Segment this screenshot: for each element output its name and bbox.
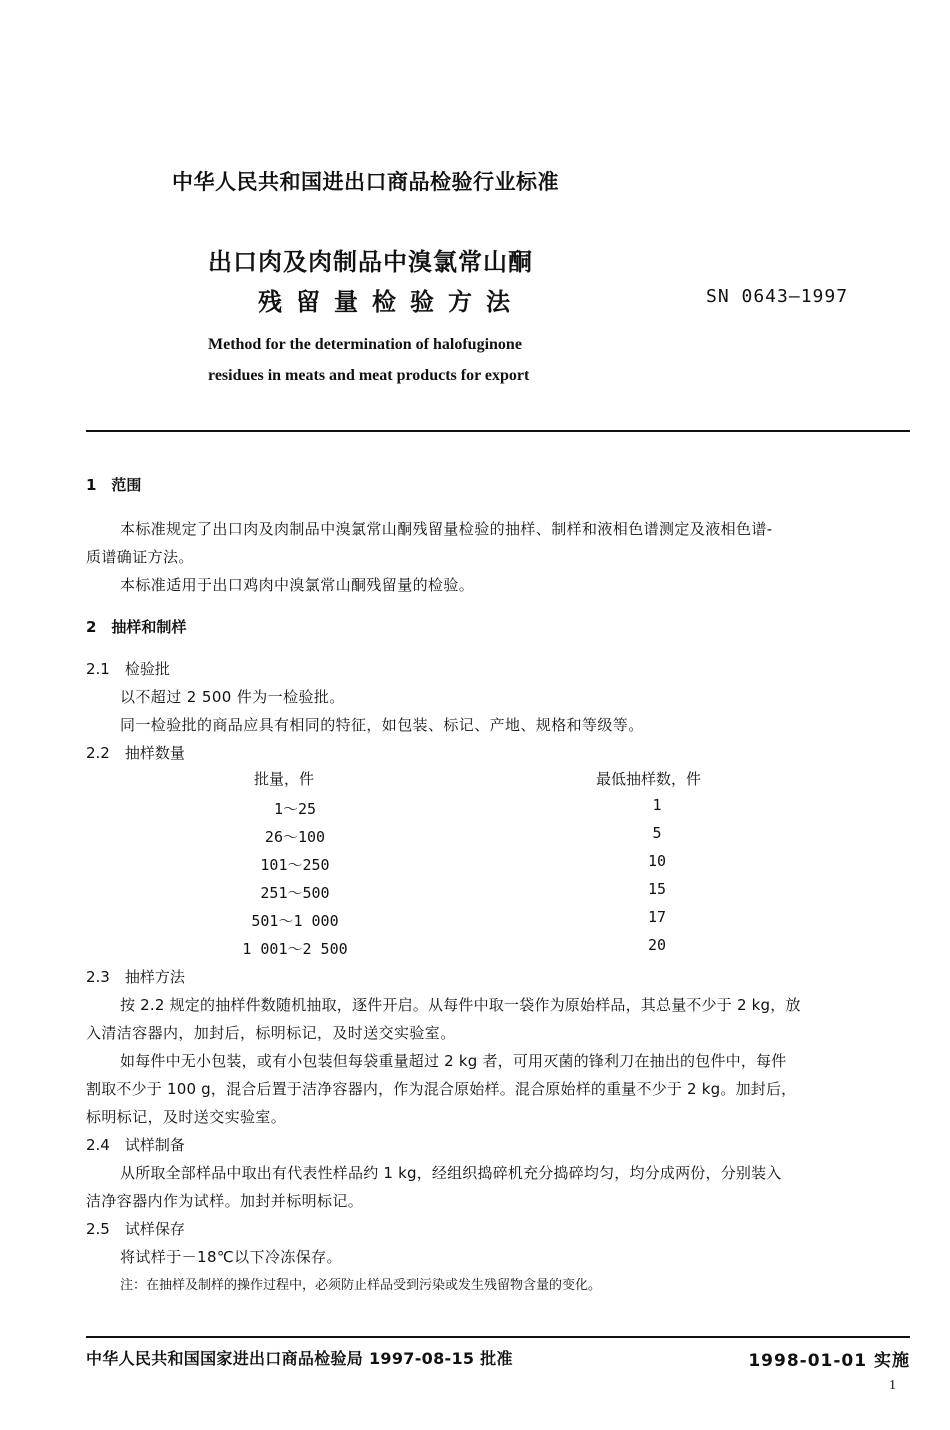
section-2-4-line-2: 洁净容器内作为试样。加封并标明标记。: [86, 1192, 364, 1210]
section-2-3-paragraph-1: 按 2.2 规定的抽样件数随机抽取，逐件开启。从每件中取一袋作为原始样品，其总量不少于 2 kg，放: [120, 996, 801, 1014]
table-row-6-lot: 1 001～2 500: [242, 940, 348, 958]
section-2-3-paragraph-2-end: 标明标记，及时送交实验室。: [86, 1108, 287, 1126]
section-2-4-heading: 2.4 试样制备: [86, 1136, 185, 1154]
section-2-5-note: 注：在抽样及制样的操作过程中，必须防止样品受到污染或发生残留物含量的变化。: [120, 1278, 602, 1293]
table-row-3-lot: 101～250: [260, 856, 330, 874]
table-row-2-samples: 5: [652, 824, 662, 842]
section-2-1-heading: 2.1 检验批: [86, 660, 170, 678]
document-title-line1: 出口肉及肉制品中溴氯常山酮: [208, 248, 533, 276]
section-2-3-heading: 2.3 抽样方法: [86, 968, 185, 986]
approval-statement: 中华人民共和国国家进出口商品检验局 1997-08-15 批准: [86, 1349, 513, 1368]
implementation-date: 1998-01-01 实施: [748, 1351, 910, 1371]
english-title-line2: residues in meats and meat products for export: [208, 367, 530, 384]
page-number: 1: [889, 1378, 896, 1393]
table-header-min-samples: 最低抽样数，件: [596, 770, 702, 788]
section-1-paragraph-2: 本标准适用于出口鸡肉中溴氯常山酮残留量的检验。: [120, 576, 475, 594]
table-row-4-lot: 251～500: [260, 884, 330, 902]
section-1-heading: 1 范围: [86, 476, 142, 494]
section-1-paragraph-1-cont: 质谱确证方法。: [86, 548, 194, 566]
section-2-2-heading: 2.2 抽样数量: [86, 744, 185, 762]
document-title-line2: 残留量检验方法: [258, 288, 524, 316]
table-row-1-lot: 1～25: [273, 800, 317, 818]
section-2-3-paragraph-2-cont: 割取不少于 100 g，混合后置于洁净容器内，作为混合原始样。混合原始样的重量不少于 2 kg。加封后，: [86, 1080, 797, 1098]
table-row-1-samples: 1: [652, 796, 662, 814]
table-row-5-lot: 501～1 000: [251, 912, 339, 930]
header-divider: [86, 430, 910, 432]
footer-divider: [86, 1336, 910, 1338]
standard-type-heading: 中华人民共和国进出口商品检验行业标准: [172, 170, 559, 194]
english-title-line1: Method for the determination of halofuginone: [208, 336, 522, 353]
section-2-3-paragraph-1-cont: 入清洁容器内，加封后，标明标记，及时送交实验室。: [86, 1024, 456, 1042]
section-1-paragraph-1: 本标准规定了出口肉及肉制品中溴氯常山酮残留量检验的抽样、制样和液相色谱测定及液相色谱-: [120, 520, 773, 538]
table-row-2-lot: 26～100: [264, 828, 326, 846]
section-2-5-line-1: 将试样于－18℃以下冷冻保存。: [120, 1248, 342, 1266]
table-header-lot-size: 批量，件: [254, 770, 315, 788]
table-row-4-samples: 15: [647, 880, 667, 898]
table-row-5-samples: 17: [647, 908, 667, 926]
section-2-3-paragraph-2: 如每件中无小包装，或有小包装但每袋重量超过 2 kg 者，可用灭菌的锋利刀在抽出的包件中，每件: [120, 1052, 787, 1070]
section-2-1-line-1: 以不超过 2 500 件为一检验批。: [120, 688, 345, 706]
section-2-1-line-2: 同一检验批的商品应具有相同的特征，如包装、标记、产地、规格和等级等。: [120, 716, 644, 734]
table-row-6-samples: 20: [647, 936, 667, 954]
section-2-heading: 2 抽样和制样: [86, 618, 187, 636]
section-2-4-line-1: 从所取全部样品中取出有代表性样品约 1 kg，经组织捣碎机充分捣碎均匀，均分成两份，分别装入: [120, 1164, 782, 1182]
table-row-3-samples: 10: [647, 852, 667, 870]
section-2-5-heading: 2.5 试样保存: [86, 1220, 185, 1238]
standard-number: SN 0643—1997: [706, 286, 849, 307]
